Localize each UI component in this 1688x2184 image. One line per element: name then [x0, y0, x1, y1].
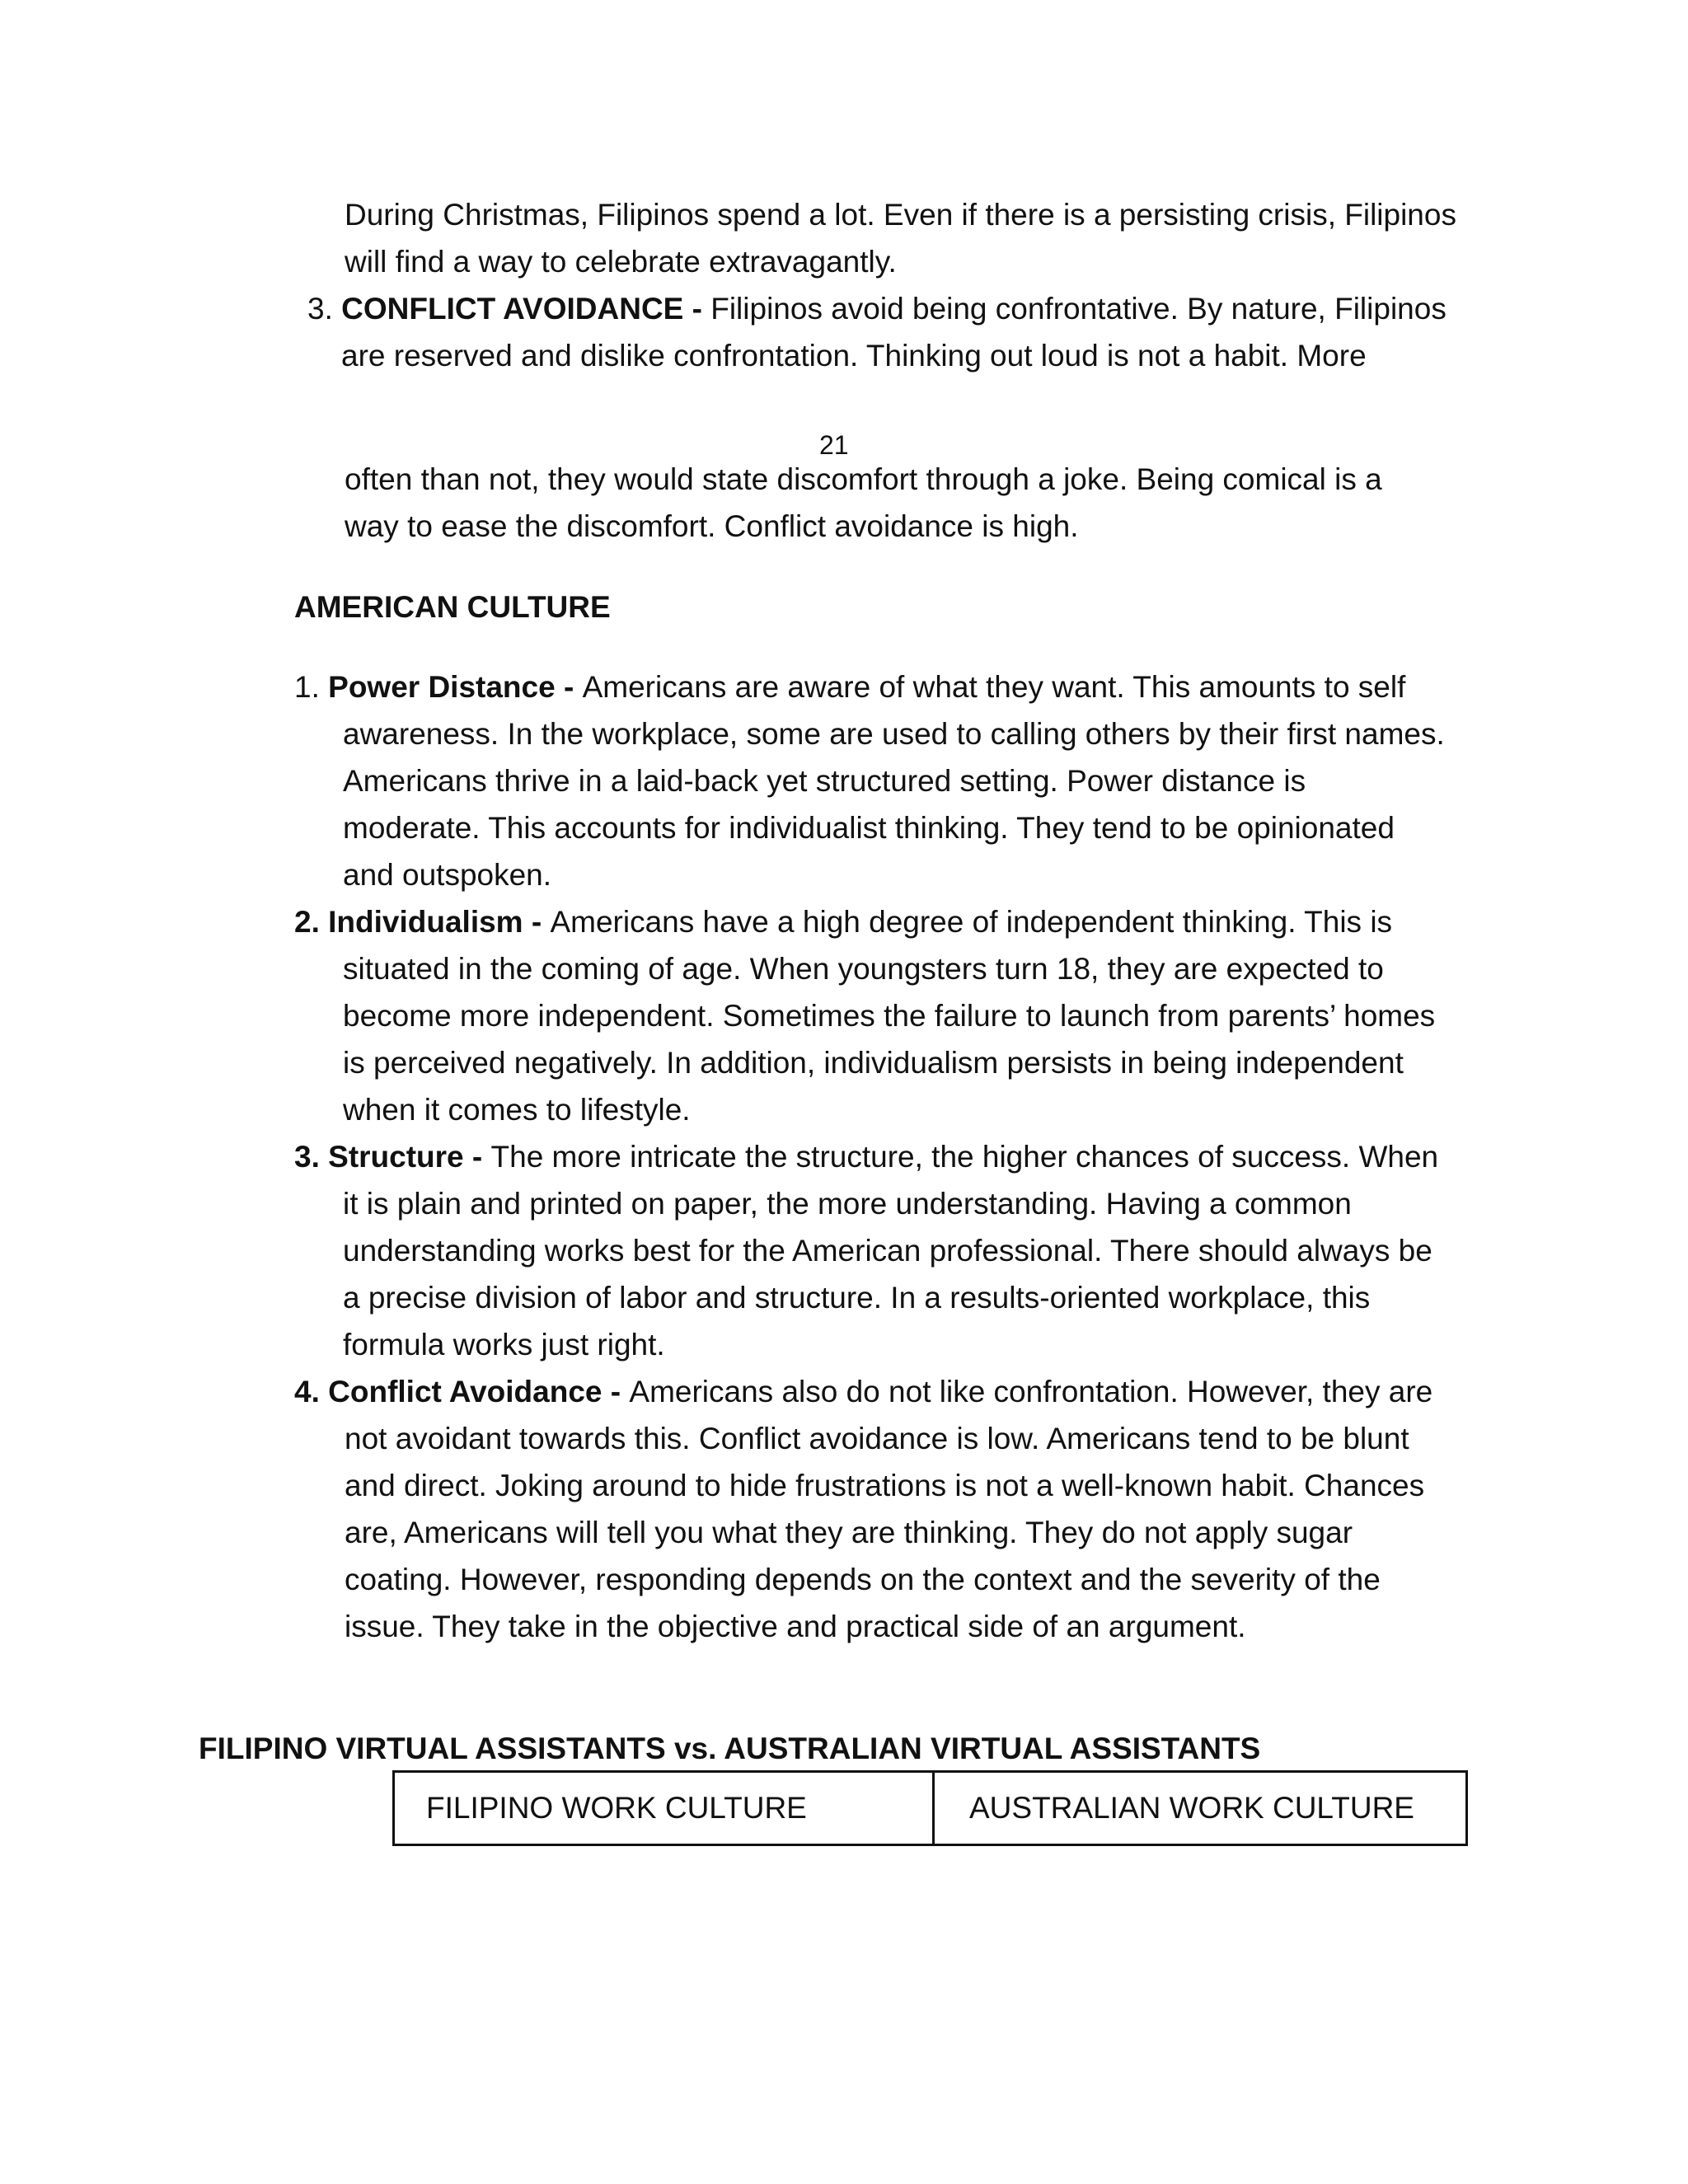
list-text: Filipinos avoid being confrontative. By nature, Filipinos	[710, 292, 1447, 326]
body-text-line: will find a way to celebrate extravagantly.	[345, 245, 897, 279]
body-text-line: formula works just right.	[343, 1328, 665, 1361]
body-text-line: not avoidant towards this. Conflict avoidance is low. Americans tend to be blunt	[345, 1422, 1409, 1455]
section-heading-american-culture: AMERICAN CULTURE	[294, 590, 611, 624]
comparison-table	[392, 1770, 1468, 1846]
body-text-line: awareness. In the workplace, some are used to calling others by their first names.	[343, 717, 1445, 751]
body-text-line: moderate. This accounts for individualist thinking. They tend to be opinionated	[343, 811, 1395, 845]
body-text-line: and outspoken.	[343, 858, 552, 892]
body-text-line: coating. However, responding depends on the context and the severity of the	[345, 1563, 1381, 1596]
list-term: Conflict Avoidance	[328, 1375, 603, 1408]
body-text-line: are, Americans will tell you what they are thinking. They do not apply sugar	[345, 1516, 1353, 1549]
list-text: Americans also do not like confrontation. However, they are	[629, 1375, 1433, 1408]
body-text-line: when it comes to lifestyle.	[343, 1093, 691, 1127]
list-text: The more intricate the structure, the higher chances of success. When	[490, 1140, 1439, 1174]
list-term: Power Distance	[328, 670, 556, 704]
body-text-line: is perceived negatively. In addition, individualism persists in being independent	[343, 1046, 1404, 1080]
list-text: Americans are aware of what they want. This amounts to self	[582, 670, 1406, 704]
list-separator: -	[683, 292, 711, 326]
body-text-line: situated in the coming of age. When youngsters turn 18, they are expected to	[343, 952, 1384, 986]
body-text-line: Americans thrive in a laid-back yet structured setting. Power distance is	[343, 764, 1306, 798]
body-text-line: way to ease the discomfort. Conflict avoidance is high.	[345, 509, 1079, 543]
body-text-line: often than not, they would state discomfort through a joke. Being comical is a	[345, 462, 1382, 496]
list-separator: -	[463, 1140, 491, 1174]
body-text-line: become more independent. Sometimes the failure to launch from parents’ homes	[343, 999, 1436, 1033]
list-item-conflict-avoidance	[307, 290, 1447, 328]
list-term: Structure	[328, 1140, 464, 1174]
list-item-power-distance	[294, 668, 1405, 706]
body-text-line: and direct. Joking around to hide frustrations is not a well-known habit. Chances	[345, 1469, 1425, 1502]
list-separator: -	[555, 670, 583, 704]
body-text-line: During Christmas, Filipinos spend a lot. Even if there is a persisting crisis, Filipinos	[345, 198, 1456, 232]
body-text-line: a precise division of labor and structure. In a results-oriented workplace, this	[343, 1281, 1371, 1315]
list-item-conflict-avoidance-american	[294, 1373, 1432, 1411]
list-number: 3.	[294, 1140, 320, 1174]
body-text-line: understanding works best for the American professional. There should always be	[343, 1234, 1432, 1268]
body-text-line: it is plain and printed on paper, the more understanding. Having a common	[343, 1187, 1352, 1221]
list-number: 4.	[294, 1375, 320, 1408]
body-text-line: are reserved and dislike confrontation. Thinking out loud is not a habit. More	[341, 339, 1367, 373]
table-header-filipino: FILIPINO WORK CULTURE	[395, 1773, 935, 1844]
list-separator: -	[602, 1375, 630, 1408]
list-term: Individualism	[328, 905, 523, 939]
section-heading-comparison: FILIPINO VIRTUAL ASSISTANTS vs. AUSTRALIAN VIRTUAL ASSISTANTS	[199, 1732, 1261, 1765]
list-item-structure	[294, 1138, 1438, 1176]
list-number: 2.	[294, 905, 320, 939]
list-text: Americans have a high degree of independent thinking. This is	[550, 905, 1393, 939]
table-header-australian: AUSTRALIAN WORK CULTURE	[969, 1791, 1414, 1825]
page-number: 21	[819, 430, 849, 460]
list-number: 3.	[307, 292, 333, 326]
list-term: CONFLICT AVOIDANCE	[341, 292, 684, 326]
body-text-line: issue. They take in the objective and practical side of an argument.	[345, 1610, 1246, 1643]
list-number: 1.	[294, 670, 320, 704]
list-separator: -	[523, 905, 551, 939]
list-item-individualism	[294, 903, 1392, 941]
